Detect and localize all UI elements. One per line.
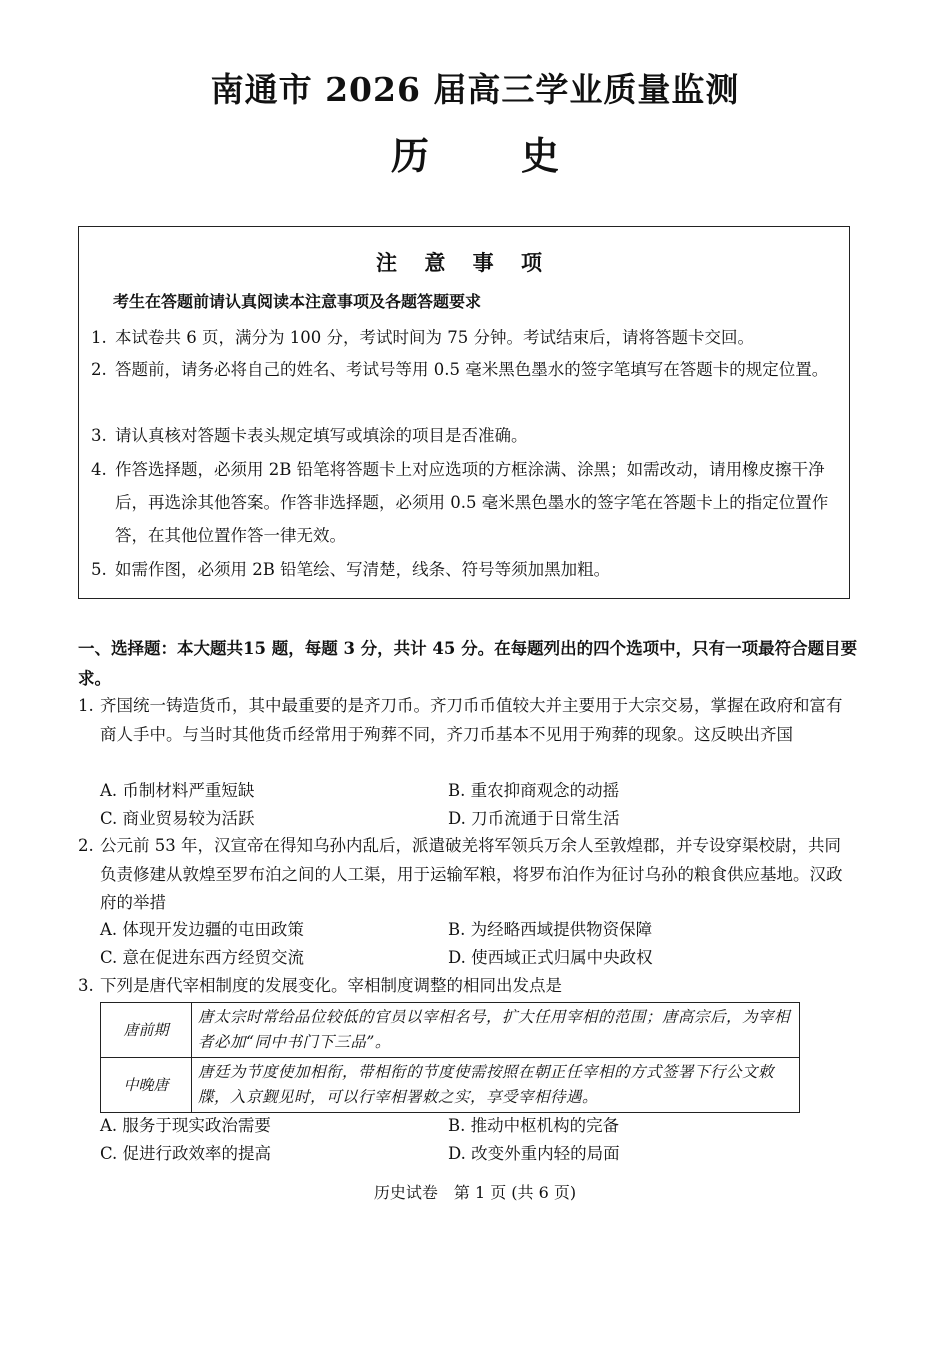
question-2 — [78, 832, 856, 918]
exam-title: 南通市 2026 届高三学业质量监测 — [210, 70, 740, 109]
notice-item — [91, 353, 843, 386]
table-period-cell: 中晚唐 — [101, 1058, 192, 1113]
table-period-cell: 唐前期 — [101, 1003, 192, 1058]
notice-item-text: 本试卷共 6 页，满分为 100 分，考试时间为 75 分钟。考试结束后，请将答题卡交回。 — [115, 328, 754, 347]
option-c[interactable]: C. 意在促进东西方经贸交流 — [100, 948, 305, 967]
question-number: 1. — [78, 696, 94, 715]
notice-item-text: 请认真核对答题卡表头规定填写或填涂的项目是否准确。 — [115, 426, 528, 445]
notice-item — [91, 553, 843, 586]
question-stem: 齐国统一铸造货币，其中最重要的是齐刀币。齐刀币币值较大并主要用于大宗交易，掌握在政府和富有商人手中。与当时其他货币经常用于殉葬不同，齐刀币基本不见用于殉葬的现象。这反映出齐国 — [100, 696, 843, 744]
section-heading: 一、选择题：本大题共15 题，每题 3 分，共计 45 分。在每题列出的四个选项中，只有一项最符合题目要求。 — [78, 639, 858, 688]
notice-item-number: 1. — [91, 328, 107, 347]
question-stem: 下列是唐代宰相制度的发展变化。宰相制度调整的相同出发点是 — [100, 976, 562, 995]
table-content-cell: 唐太宗时常给品位较低的官员以宰相名号，扩大任用宰相的范围；唐高宗后，为宰相者必加“同中书门下三品”。 — [192, 1003, 800, 1058]
option-a[interactable]: A. 币制材料严重短缺 — [100, 781, 255, 800]
question-number: 3. — [78, 976, 94, 995]
option-b[interactable]: B. 为经略西域提供物资保障 — [448, 920, 653, 939]
option-c[interactable]: C. 商业贸易较为活跃 — [100, 809, 255, 828]
question-stem: 公元前 53 年，汉宣帝在得知乌孙内乱后，派遣破羌将军领兵万余人至敦煌郡，并专设穿渠校尉，共同负责修建从敦煌至罗布泊之间的人工渠，用于运输军粮，将罗布泊作为征讨乌孙的粮食供应基地。汉政府的举措 — [100, 836, 843, 912]
option-d[interactable]: D. 刀币流通于日常生活 — [448, 809, 620, 828]
notice-item-number: 3. — [91, 426, 107, 445]
option-b[interactable]: B. 推动中枢机构的完备 — [448, 1116, 620, 1135]
question-1 — [78, 692, 856, 749]
table-content-cell: 唐廷为节度使加相衔，带相衔的节度使需按照在朝正任宰相的方式签署下行公文敕牒，入京觐见时，可以行宰相署敕之实，享受宰相待遇。 — [192, 1058, 800, 1113]
option-a[interactable]: A. 服务于现实政治需要 — [100, 1116, 271, 1135]
subject-char-1: 历 — [390, 133, 429, 178]
notice-intro: 考生在答题前请认真阅读本注意事项及各题答题要求 — [113, 292, 482, 311]
question-3 — [78, 972, 856, 1001]
notice-item-number: 4. — [91, 460, 107, 479]
notice-item-number: 5. — [91, 560, 107, 579]
question-3-table — [100, 1002, 800, 1113]
notice-item-text: 答题前，请务必将自己的姓名、考试号等用 0.5 毫米黑色墨水的签字笔填写在答题卡的规定位置。 — [115, 360, 829, 379]
notice-item — [91, 453, 843, 552]
option-b[interactable]: B. 重农抑商观念的动摇 — [448, 781, 620, 800]
table-row — [101, 1003, 800, 1058]
option-d[interactable]: D. 改变外重内轻的局面 — [448, 1144, 620, 1163]
notice-item-number: 2. — [91, 360, 107, 379]
option-c[interactable]: C. 促进行政效率的提高 — [100, 1144, 272, 1163]
notice-item-text: 如需作图，必须用 2B 铅笔绘、写清楚，线条、符号等须加黑加粗。 — [115, 560, 611, 579]
subject-title — [0, 130, 950, 182]
page-footer: 历史试卷 第 1 页 (共 6 页) — [373, 1183, 577, 1202]
notice-item — [91, 321, 843, 354]
notice-box — [78, 226, 850, 599]
question-number: 2. — [78, 836, 94, 855]
notice-heading: 注 意 事 项 — [376, 250, 552, 275]
option-a[interactable]: A. 体现开发边疆的屯田政策 — [100, 920, 304, 939]
notice-item-text: 作答选择题，必须用 2B 铅笔将答题卡上对应选项的方框涂满、涂黑；如需改动，请用橡皮擦干净后，再选涂其他答案。作答非选择题，必须用 0.5 毫米黑色墨水的签字笔在答题卡上的指定位置作答，在其他位置作答一律无效。 — [115, 460, 829, 545]
notice-item — [91, 419, 843, 452]
option-d[interactable]: D. 使西域正式归属中央政权 — [448, 948, 653, 967]
subject-char-2: 史 — [521, 133, 560, 178]
table-row — [101, 1058, 800, 1113]
